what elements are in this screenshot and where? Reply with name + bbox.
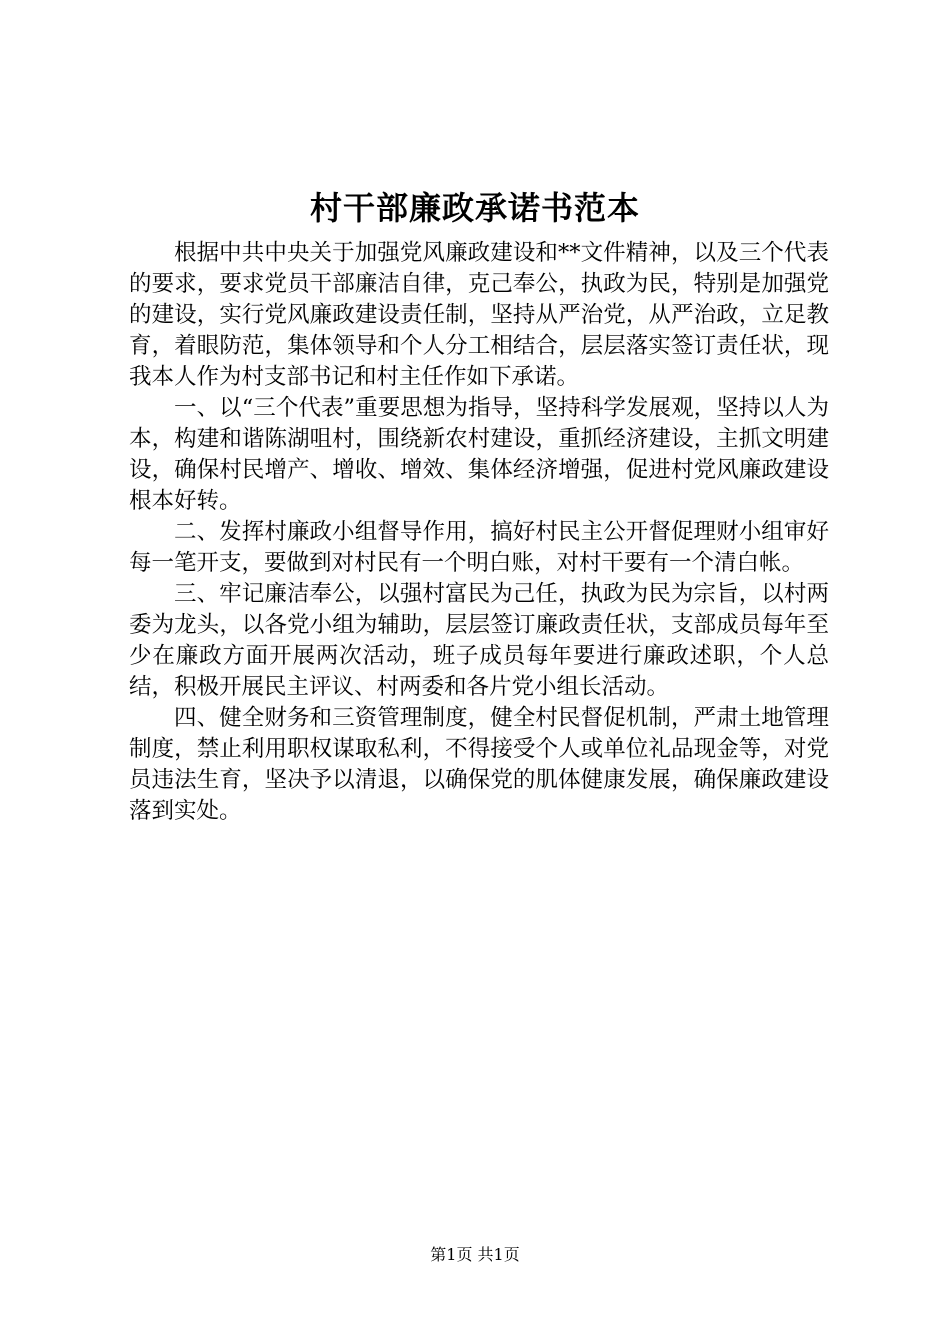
paragraph-item-1: 一、以“三个代表”重要思想为指导，坚持科学发展观，坚持以人为本，构建和谐陈湖咀村，围绕新农村建设，重抓经济建设，主抓文明建设，确保村民增产、增收、增效、集体经济增强，促进村党风廉政建设根本好转。 bbox=[129, 395, 829, 514]
paragraph-intro: 根据中共中央关于加强党风廉政建设和**文件精神，以及三个代表的要求，要求党员干部廉洁自律，克己奉公，执政为民，特别是加强党的建设，实行党风廉政建设责任制，坚持从严治党，从严治政，立足教育，着眼防范，集体领导和个人分工相结合，层层落实签订责任状，现我本人作为村支部书记和村主任作如下承诺。 bbox=[129, 240, 829, 390]
paragraph-item-4: 四、健全财务和三资管理制度，健全村民督促机制，严肃土地管理制度，禁止利用职权谋取私利，不得接受个人或单位礼品现金等，对党员违法生育，坚决予以清退，以确保党的肌体健康发展，确保廉政建设落到实处。 bbox=[129, 705, 829, 824]
document-body bbox=[129, 238, 829, 827]
page-footer: 第1页 共1页 bbox=[430, 1245, 520, 1264]
paragraph-item-2: 二、发挥村廉政小组督导作用，搞好村民主公开督促理财小组审好每一笔开支，要做到对村民有一个明白账，对村干要有一个清白帐。 bbox=[129, 519, 829, 576]
document-title: 村干部廉政承诺书范本 bbox=[309, 189, 640, 227]
paragraph-item-3: 三、牢记廉洁奉公，以强村富民为己任，执政为民为宗旨，以村两委为龙头，以各党小组为辅助，层层签订廉政责任状，支部成员每年至少在廉政方面开展两次活动，班子成员每年要进行廉政述职，个人总结，积极开展民主评议、村两委和各片党小组长活动。 bbox=[129, 581, 829, 700]
